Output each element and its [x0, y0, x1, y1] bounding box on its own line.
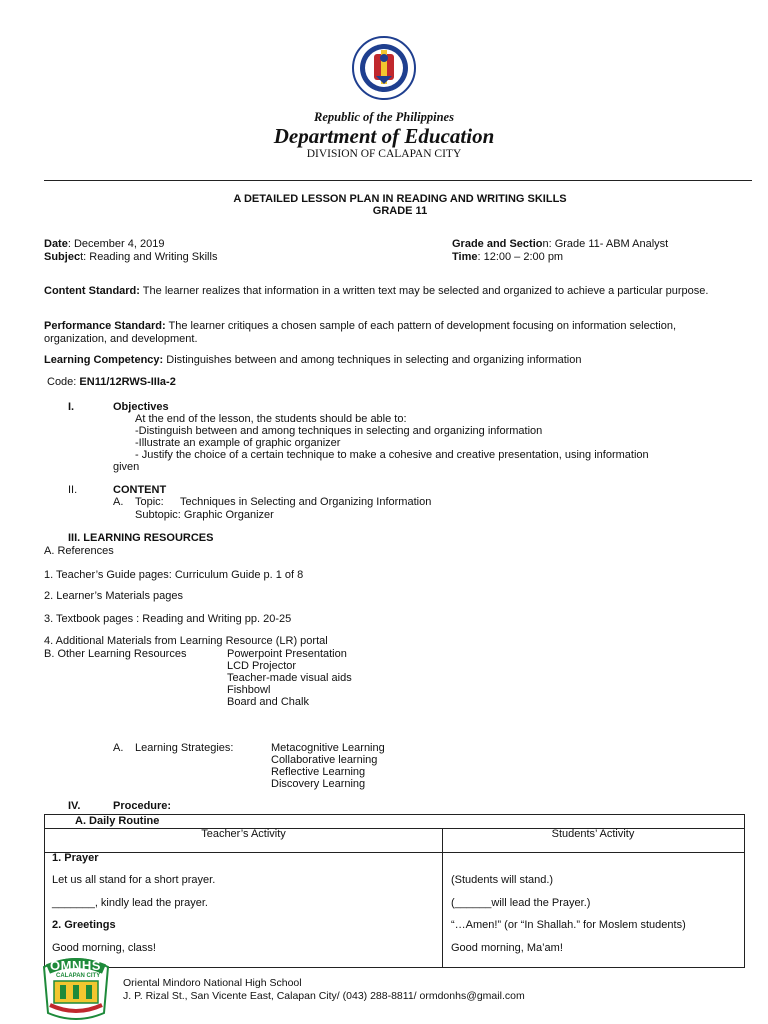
- objective-continuation: given: [113, 461, 140, 473]
- content-standard-text: The learner realizes that information in a written text may be selected and organized to achieve a particular purpose.: [139, 285, 709, 297]
- objective-item: - Justify the choice of a certain technique to make a cohesive and creative presentation, using information: [135, 449, 649, 461]
- subtopic-text: Subtopic: Graphic Organizer: [135, 509, 274, 521]
- grade-label: Grade and Sectio: [452, 238, 543, 250]
- subject-value: t: Reading and Writing Skills: [80, 251, 218, 263]
- content-heading: CONTENT: [113, 484, 167, 496]
- col-teacher-header: Teacher’s Activity: [201, 828, 286, 840]
- time-label: Time: [452, 251, 478, 263]
- reference-item: 3. Textbook pages : Reading and Writing pp. 20-25: [44, 613, 292, 625]
- resources-heading: III. LEARNING RESOURCES: [68, 532, 214, 544]
- references-label: A. References: [44, 545, 114, 557]
- performance-standard-label: Performance Standard:: [44, 320, 166, 332]
- greetings-heading: 2. Greetings: [52, 919, 116, 931]
- grade-line: [452, 238, 668, 250]
- other-resource-item: Powerpoint Presentation: [227, 648, 347, 660]
- code-value: EN11/12RWS-IIIa-2: [79, 376, 176, 388]
- school-name: Oriental Mindoro National High School: [123, 977, 302, 989]
- strategy-item: Discovery Learning: [271, 778, 366, 790]
- strategy-item: Metacognitive Learning: [271, 742, 385, 754]
- content-letter: A.: [113, 496, 124, 508]
- grade-value: n: Grade 11- ABM Analyst: [542, 238, 669, 250]
- deped-seal-icon: [352, 36, 416, 100]
- time-value: : 12:00 – 2:00 pm: [477, 251, 564, 263]
- prayer-heading: 1. Prayer: [52, 852, 99, 864]
- reference-item: 2. Learner’s Materials pages: [44, 590, 184, 602]
- other-resources-label: B. Other Learning Resources: [44, 648, 187, 660]
- other-resource-item: Board and Chalk: [227, 696, 309, 708]
- omnhs-logo-subtext: CALAPAN CITY: [56, 973, 101, 979]
- prayer-student-line: (______will lead the Prayer.): [451, 897, 591, 909]
- prayer-student-line: (Students will stand.): [451, 874, 554, 886]
- date-value: : December 4, 2019: [67, 238, 165, 250]
- header-divider: [44, 180, 752, 181]
- greet-student-line: Good morning, Ma’am!: [451, 942, 563, 954]
- code-line: [47, 376, 176, 388]
- table-column-divider: [442, 828, 443, 967]
- other-resource-item: Teacher-made visual aids: [227, 672, 352, 684]
- learning-competency-text: Distinguishes between and among techniques in selecting and organizing information: [163, 354, 582, 366]
- procedure-table: [44, 814, 745, 968]
- col-students-header: Students’ Activity: [551, 828, 635, 840]
- topic-text: Techniques in Selecting and Organizing Information: [180, 496, 432, 508]
- other-resource-item: Fishbowl: [227, 684, 271, 696]
- division-heading: DIVISION OF CALAPAN CITY: [306, 148, 462, 160]
- greet-teacher-line: Good morning, class!: [52, 942, 156, 954]
- date-line: [44, 238, 164, 250]
- date-label: Date: [44, 238, 68, 250]
- document-title: A DETAILED LESSON PLAN IN READING AND WRITING SKILLS: [233, 193, 567, 205]
- objectives-numeral: I.: [68, 401, 75, 413]
- strategy-item: Reflective Learning: [271, 766, 366, 778]
- code-label: Code:: [47, 376, 80, 388]
- document-grade: GRADE 11: [372, 205, 428, 217]
- daily-routine-label: A. Daily Routine: [75, 815, 160, 827]
- objectives-heading: Objectives: [113, 401, 169, 413]
- prayer-teacher-line: _______, kindly lead the prayer.: [52, 897, 208, 909]
- time-line: [452, 251, 563, 263]
- performance-standard-text: The learner critiques a chosen sample of each pattern of development focusing on information selection, organization, and development.: [44, 320, 677, 345]
- department-heading: Department of Education: [273, 124, 495, 148]
- topic-label: Topic:: [135, 496, 164, 508]
- learning-competency: [44, 354, 734, 367]
- greet-student-line: “…Amen!” (or “In Shallah.” for Moslem students): [451, 919, 686, 931]
- performance-standard: [44, 320, 734, 346]
- subject-label: Subjec: [44, 251, 81, 263]
- republic-heading: Republic of the Philippines: [314, 110, 454, 124]
- objective-item: -Illustrate an example of graphic organizer: [135, 437, 341, 449]
- procedure-numeral: IV.: [68, 800, 81, 812]
- procedure-heading: Procedure:: [113, 800, 172, 812]
- strategy-item: Collaborative learning: [271, 754, 378, 766]
- reference-item: 4. Additional Materials from Learning Resource (LR) portal: [44, 635, 328, 647]
- learning-competency-label: Learning Competency:: [44, 354, 164, 366]
- content-standard: [44, 285, 734, 298]
- objectives-intro: At the end of the lesson, the students should be able to:: [135, 413, 407, 425]
- school-address: J. P. Rizal St., San Vicente East, Calapan City/ (043) 288-8811/ ormdonhs@gmail.com: [123, 990, 525, 1002]
- content-numeral: II.: [68, 484, 78, 496]
- objective-item: -Distinguish between and among techniques in selecting and organizing information: [135, 425, 543, 437]
- content-standard-label: Content Standard:: [44, 285, 140, 297]
- other-resource-item: LCD Projector: [227, 660, 297, 672]
- omnhs-logo-text: OMNHS: [50, 958, 101, 973]
- reference-item: 1. Teacher’s Guide pages: Curriculum Guide p. 1 of 8: [44, 569, 304, 581]
- prayer-teacher-line: Let us all stand for a short prayer.: [52, 874, 216, 886]
- strategies-letter: A.: [113, 742, 124, 754]
- subject-line: [44, 251, 217, 263]
- strategies-label: Learning Strategies:: [135, 742, 234, 754]
